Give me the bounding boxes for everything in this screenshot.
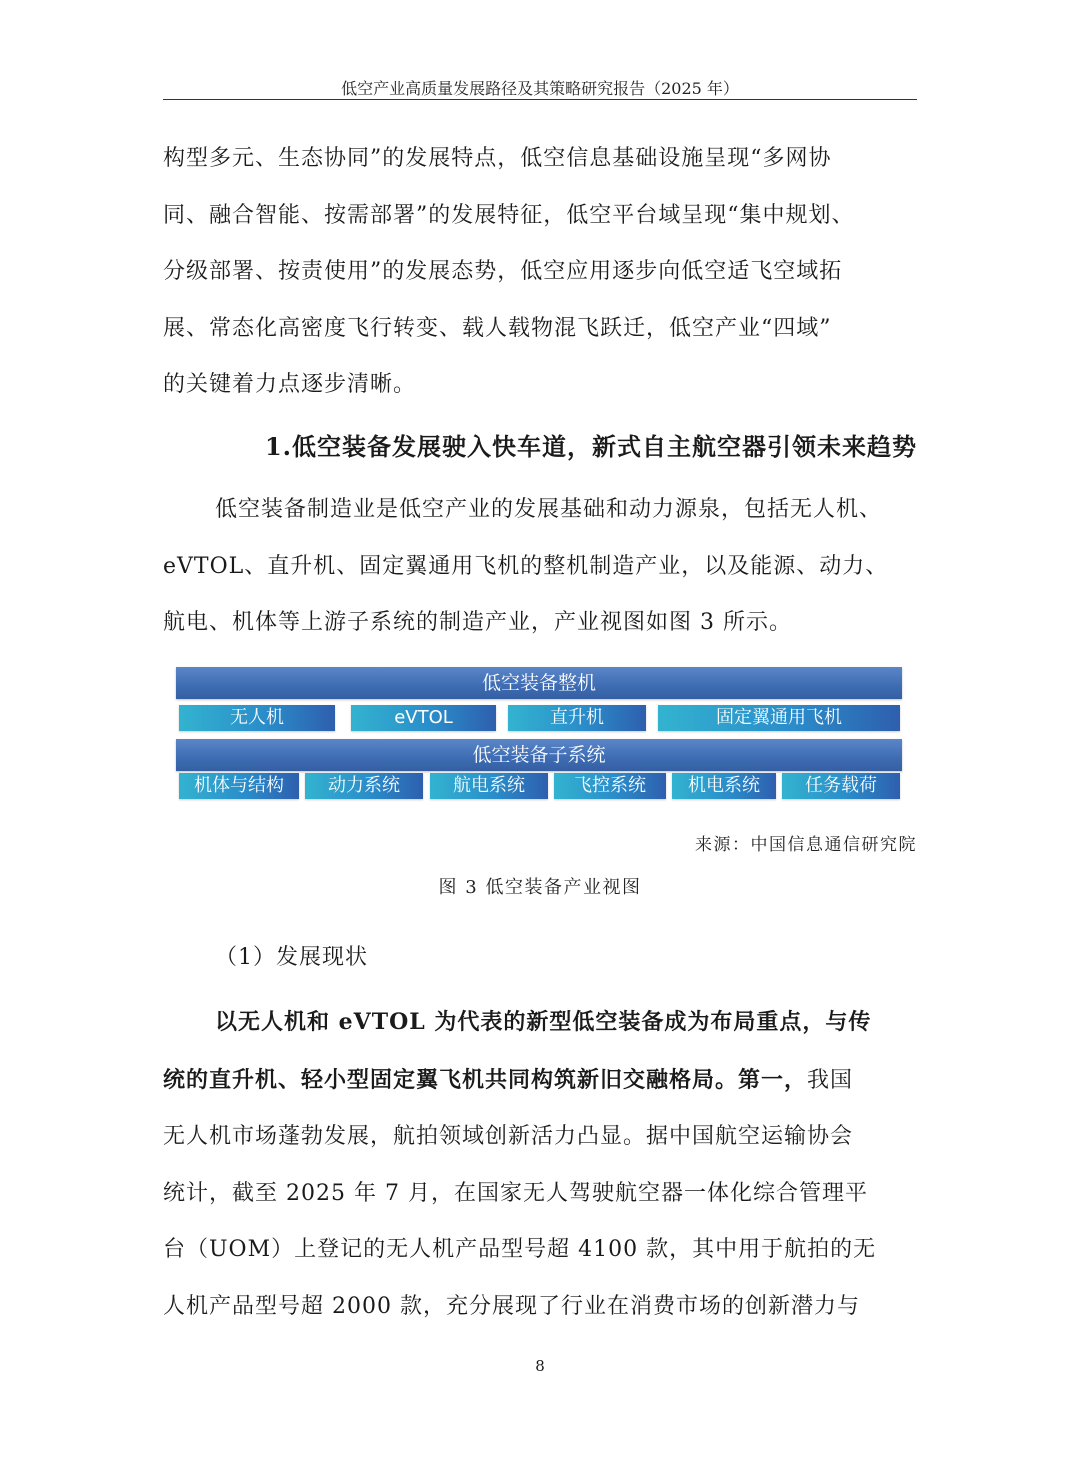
- paragraph-line: 无人机市场蓬勃发展，航拍领域创新活力凸显。据中国航空运输协会: [163, 1124, 854, 1150]
- status-paragraph: [163, 994, 917, 1336]
- box-electromechanical: 机电系统: [672, 773, 776, 799]
- equipment-paragraph: [163, 482, 917, 652]
- paragraph-line: eVTOL、直升机、固定翼通用飞机的整机制造产业，以及能源、动力、: [163, 553, 889, 579]
- box-fixed-wing: 固定翼通用飞机: [658, 705, 900, 731]
- box-evtol: eVTOL: [351, 705, 496, 731]
- box-drone: 无人机: [179, 705, 335, 731]
- intro-line: 构型多元、生态协同”的发展特点，低空信息基础设施呈现“多网协: [163, 146, 832, 171]
- paragraph-line: 以无人机和 eVTOL 为代表的新型低空装备成为布局重点，与传: [215, 1009, 872, 1035]
- paragraph-line: 低空装备制造业是低空产业的发展基础和动力源泉，包括无人机、: [215, 497, 883, 522]
- box-flight-control: 飞控系统: [554, 773, 666, 799]
- intro-line: 的关键着力点逐步清晰。: [163, 372, 417, 398]
- box-avionics: 航电系统: [430, 773, 548, 799]
- box-propulsion: 动力系统: [305, 773, 423, 799]
- box-helicopter: 直升机: [508, 705, 646, 731]
- box-airframe: 机体与结构: [179, 773, 299, 799]
- industry-view-diagram: [176, 667, 902, 801]
- intro-paragraph: [163, 131, 917, 414]
- paragraph-line: 统的直升机、轻小型固定翼飞机共同构筑新旧交融格局。第一，我国: [163, 1066, 854, 1093]
- complete-aircraft-bar: 低空装备整机: [176, 667, 902, 699]
- intro-line: 展、常态化高密度飞行转变、载人载物混飞跃迁，低空产业“四域”: [163, 315, 832, 341]
- paragraph-line: 台（UOM）上登记的无人机产品型号超 4100 款，其中用于航拍的无: [163, 1237, 877, 1263]
- figure-source: 来源：中国信息通信研究院: [695, 835, 917, 855]
- running-header: 低空产业高质量发展路径及其策略研究报告（2025 年）: [341, 79, 739, 98]
- subsection-heading: （1）发展现状: [215, 945, 368, 970]
- figure-caption: 图 3 低空装备产业视图: [438, 877, 642, 898]
- paragraph-line: 航电、机体等上游子系统的制造产业，产业视图如图 3 所示。: [163, 610, 792, 636]
- section-heading: 1.低空装备发展驶入快车道，新式自主航空器引领未来趋势: [264, 432, 917, 461]
- box-mission-payload: 任务载荷: [782, 773, 900, 799]
- intro-line: 同、融合智能、按需部署”的发展特征，低空平台域呈现“集中规划、: [163, 202, 855, 228]
- page-number: 8: [535, 1357, 545, 1375]
- header-rule: [163, 99, 917, 100]
- paragraph-line: 统计，截至 2025 年 7 月，在国家无人驾驶航空器一体化综合管理平: [163, 1180, 868, 1206]
- paragraph-line: 人机产品型号超 2000 款，充分展现了行业在消费市场的创新潜力与: [163, 1293, 860, 1319]
- subsystem-bar: 低空装备子系统: [176, 739, 902, 771]
- intro-line: 分级部署、按责使用”的发展态势，低空应用逐步向低空适飞空域拓: [163, 259, 843, 285]
